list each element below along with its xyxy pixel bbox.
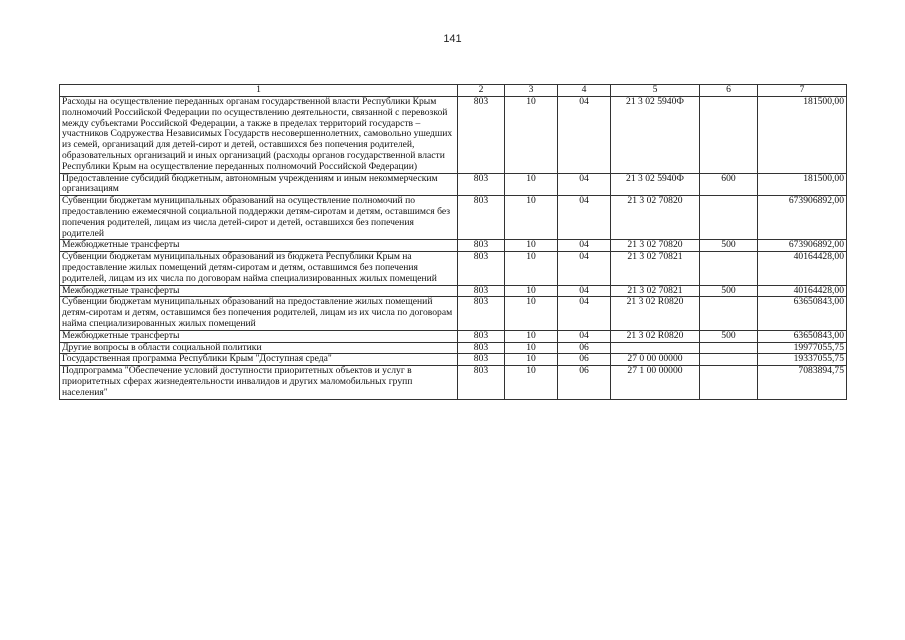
- row-code-3: 10: [505, 297, 558, 330]
- row-name: Предоставление субсидий бюджетным, автономным учреждениям и иным некоммерческим организациям: [60, 173, 458, 196]
- row-code-4: 06: [558, 354, 611, 366]
- table-row: [60, 285, 847, 297]
- row-code-2: 803: [458, 297, 505, 330]
- row-name: Межбюджетные трансферты: [60, 240, 458, 252]
- row-amount: 63650843,00: [758, 330, 847, 342]
- row-amount: 19337055,75: [758, 354, 847, 366]
- row-code-3: 10: [505, 252, 558, 285]
- row-code-3: 10: [505, 285, 558, 297]
- row-name: Расходы на осуществление переданных органам государственной власти Республики Крым полномочий Российской Федерации по осуществлению деятельности, связанной с перевозкой между субъектами Российской Федерации, а также в пределах территорий государств – участников Содружества Независимых Государств несовершеннолетних, самовольно ушедших из семей, организаций для детей-сирот и детей, оставшихся без попечения родителей, образовательных организаций и иных организаций (расходы органов государственной власти Республики Крым на осуществление переданных полномочий Российской Федерации): [60, 97, 458, 174]
- row-amount: 63650843,00: [758, 297, 847, 330]
- row-code-5: 21 3 02 70821: [611, 285, 700, 297]
- table-row: [60, 240, 847, 252]
- row-amount: 673906892,00: [758, 240, 847, 252]
- row-code-5: 27 1 00 00000: [611, 366, 700, 399]
- row-code-4: 06: [558, 366, 611, 399]
- row-code-5: [611, 342, 700, 354]
- col-header-6: 6: [700, 85, 758, 97]
- row-code-6: [700, 354, 758, 366]
- row-code-3: 10: [505, 330, 558, 342]
- row-amount: 181500,00: [758, 97, 847, 174]
- row-code-5: 21 3 02 5940Ф: [611, 97, 700, 174]
- col-header-7: 7: [758, 85, 847, 97]
- row-code-4: 04: [558, 297, 611, 330]
- row-code-6: 500: [700, 240, 758, 252]
- row-code-3: 10: [505, 366, 558, 399]
- row-code-2: 803: [458, 354, 505, 366]
- row-amount: 40164428,00: [758, 252, 847, 285]
- row-code-2: 803: [458, 196, 505, 240]
- row-name: Межбюджетные трансферты: [60, 285, 458, 297]
- row-name: Межбюджетные трансферты: [60, 330, 458, 342]
- table-row: [60, 173, 847, 196]
- row-code-4: 04: [558, 173, 611, 196]
- row-code-6: 500: [700, 330, 758, 342]
- row-amount: 181500,00: [758, 173, 847, 196]
- row-code-3: 10: [505, 240, 558, 252]
- row-code-2: 803: [458, 97, 505, 174]
- row-name: Государственная программа Республики Крым "Доступная среда": [60, 354, 458, 366]
- row-code-2: 803: [458, 366, 505, 399]
- row-code-2: 803: [458, 252, 505, 285]
- row-code-2: 803: [458, 330, 505, 342]
- table-row: [60, 354, 847, 366]
- row-code-6: 500: [700, 285, 758, 297]
- row-code-4: 04: [558, 252, 611, 285]
- row-name: Субвенции бюджетам муниципальных образований из бюджета Республики Крым на предоставление жилых помещений детям-сиротам и детям, оставшимся без попечения родителей, лицам из их числа по договорам найма специализированных жилых помещений: [60, 252, 458, 285]
- table-row: [60, 366, 847, 399]
- row-code-4: 04: [558, 330, 611, 342]
- row-code-6: [700, 196, 758, 240]
- table-row: [60, 330, 847, 342]
- row-code-2: 803: [458, 240, 505, 252]
- row-code-4: 04: [558, 196, 611, 240]
- row-amount: 40164428,00: [758, 285, 847, 297]
- row-code-3: 10: [505, 97, 558, 174]
- col-header-2: 2: [458, 85, 505, 97]
- col-header-1: 1: [60, 85, 458, 97]
- row-code-5: 21 3 02 R0820: [611, 297, 700, 330]
- table-row: [60, 196, 847, 240]
- page-number: 141: [443, 33, 462, 45]
- header-row: [60, 85, 847, 97]
- table-row: [60, 97, 847, 174]
- row-name: Субвенции бюджетам муниципальных образований на предоставление жилых помещений детям-сиротам и детям, оставшимся без попечения родителей, лицам из их числа по договорам найма специализированных жилых помещений: [60, 297, 458, 330]
- col-header-3: 3: [505, 85, 558, 97]
- row-code-6: 600: [700, 173, 758, 196]
- row-code-4: 04: [558, 97, 611, 174]
- row-code-5: 21 3 02 70820: [611, 240, 700, 252]
- row-amount: 19977055,75: [758, 342, 847, 354]
- row-code-2: 803: [458, 285, 505, 297]
- row-code-6: [700, 342, 758, 354]
- row-code-4: 06: [558, 342, 611, 354]
- row-code-3: 10: [505, 342, 558, 354]
- col-header-4: 4: [558, 85, 611, 97]
- row-code-5: 21 3 02 5940Ф: [611, 173, 700, 196]
- row-code-6: [700, 366, 758, 399]
- row-name: Подпрограмма "Обеспечение условий доступности приоритетных объектов и услуг в приоритетных сферах жизнедеятельности инвалидов и других маломобильных групп населения": [60, 366, 458, 399]
- row-code-3: 10: [505, 173, 558, 196]
- row-name: Субвенции бюджетам муниципальных образований на осуществление полномочий по предоставлению ежемесячной социальной поддержки детям-сиротам и детям, оставшимся без попечения родителей, лицам из числа детей-сирот и детей, оставшихся без попечения родителей: [60, 196, 458, 240]
- row-code-4: 04: [558, 285, 611, 297]
- row-code-5: 21 3 02 R0820: [611, 330, 700, 342]
- row-code-6: [700, 297, 758, 330]
- row-code-5: 21 3 02 70821: [611, 252, 700, 285]
- table-row: [60, 252, 847, 285]
- table-row: [60, 297, 847, 330]
- row-code-5: 21 3 02 70820: [611, 196, 700, 240]
- row-code-2: 803: [458, 173, 505, 196]
- budget-table: [59, 84, 847, 400]
- row-code-6: [700, 97, 758, 174]
- row-amount: 673906892,00: [758, 196, 847, 240]
- table-row: [60, 342, 847, 354]
- row-code-5: 27 0 00 00000: [611, 354, 700, 366]
- row-code-6: [700, 252, 758, 285]
- row-code-4: 04: [558, 240, 611, 252]
- row-code-3: 10: [505, 354, 558, 366]
- row-amount: 7083894,75: [758, 366, 847, 399]
- col-header-5: 5: [611, 85, 700, 97]
- row-code-3: 10: [505, 196, 558, 240]
- row-code-2: 803: [458, 342, 505, 354]
- row-name: Другие вопросы в области социальной политики: [60, 342, 458, 354]
